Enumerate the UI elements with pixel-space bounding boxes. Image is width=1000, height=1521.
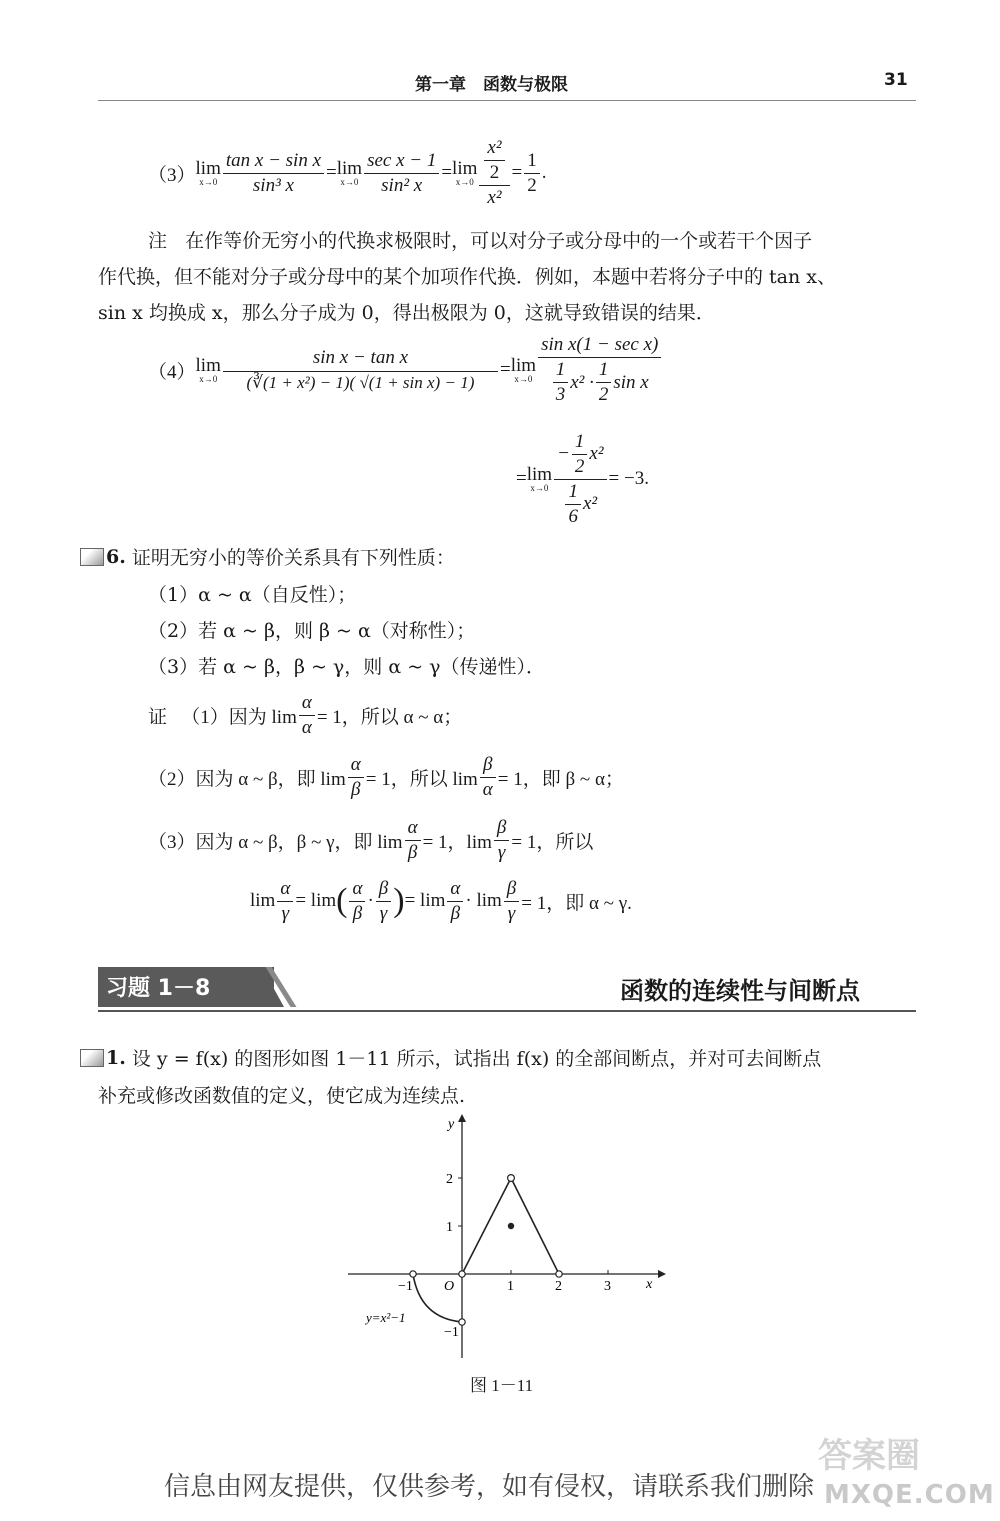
section-label: 习题 1－8 [106,976,211,1001]
x-tick-label-neg1: −1 [398,1279,413,1294]
proof-1: 证 （1）因为 lim $\frac{\alpha}{\alpha}$ = 1，所以 α ~ α； [148,691,463,738]
note-line-3: sin x 均换成 x，那么分子成为 0，得出极限为 0，这就导致错误的结果． [98,302,715,324]
question-6: 6. 证明无穷小的等价关系具有下列性质： [80,543,455,570]
proof-label: 证 [148,706,168,728]
exercise-icon [80,1049,104,1067]
proof-3-conclusion: lim $\frac{\alpha}{\gamma}$ = lim ( $\frac{\alpha}{\beta}$ · $\frac{\beta}{\gamma}$ ) = lim $\frac{\alpha}{\beta}$ · lim $\frac{\beta}{\gamma}$ = 1，即 α ~ γ. [250,877,632,924]
x-tick-label-3: 3 [604,1279,611,1294]
note-line-1: 注 在作等价无穷小的代换求极限时，可以对分子或分母中的一个或若干个因子 [148,230,813,252]
q6-item-2: （2）若 α ~ β，则 β ~ α（对称性）； [148,620,476,642]
note-line-2: 作代换，但不能对分子或分母中的某个加项作代换．例如，本题中若将分子中的 tan x、 [98,266,836,288]
y-axis-arrow-icon [458,1114,466,1122]
question-1-line-2: 补充或修改函数值的定义，使它成为连续点. [98,1085,466,1107]
open-point-0-neg1 [459,1319,465,1325]
y-tick-label-1: 1 [446,1220,453,1235]
curve-label: y=x²−1 [366,1310,406,1325]
header-rule [98,100,916,101]
x-tick-label-2: 2 [555,1279,562,1294]
equation-4-line-2: = lim x→0 − $\frac{1}{2}$ x² $\frac{1}{6}$ x² = −3. [516,430,649,527]
section-title: 函数的连续性与间断点 [620,977,860,1005]
equation-4-line-1: （4） lim x→0 $\frac{\text{sin x − tan x}}{\text{(∛(1 + x²) − 1)( √(1 + sin x) − 1)}}$ = lim x→0 sin x(1 − sec x) $\frac{1}{3}$ x² · $\frac{1}{2}$ sin x [148,334,663,406]
running-header: 第一章 函数与极限 [415,75,568,95]
segment-falling [511,1178,559,1274]
open-point-neg1-0 [410,1271,416,1277]
exercise-icon [80,548,104,566]
x-axis-arrow-icon [658,1270,666,1278]
open-point-1-2 [508,1175,515,1182]
filled-point-1-1 [508,1223,514,1229]
y-axis-label: y [448,1117,455,1132]
y-tick-label-neg1: −1 [444,1325,459,1340]
segment-rising [462,1178,511,1274]
open-point-origin [459,1271,465,1277]
equation-3: （3） lim x→0 $\frac{\text{tan x − sin x}}{\text{sin³ x}}$ = lim x→0 $\frac{\text{sec x − 1}}{\text{sin² x}}$ = lim x→0 $\frac{\frac{\text{x²}}{2}}{\text{x²}}$ = $\frac{1}{2}$ . [148,137,547,208]
figure-caption: 图 1－11 [470,1376,534,1395]
copyright-notice: 信息由网友提供，仅供参考，如有侵权，请联系我们删除 [164,1472,815,1502]
question-1-line-1: 1. 设 y = f(x) 的图形如图 1－11 所示，试指出 f(x) 的全部间断点，并对可去间断点 [80,1044,821,1071]
x-tick-label-1: 1 [507,1279,514,1294]
section-rule [98,1010,916,1012]
origin-label: O [444,1279,455,1294]
proof-2: （2）因为 α ~ β，即 lim $\frac{\alpha}{\beta}$ = 1，所以 lim $\frac{\beta}{\alpha}$ = 1，即 β ~ α； [148,753,624,800]
watermark-logo: 答案圈 [818,1436,920,1476]
x-axis-label: x [646,1277,653,1292]
y-tick-label-2: 2 [446,1172,453,1187]
q6-item-1: （1）α ~ α（自反性）； [148,584,357,606]
parabola-segment [413,1274,462,1322]
proof-3: （3）因为 α ~ β，β ~ γ，即 lim $\frac{\alpha}{\beta}$ = 1，lim $\frac{\beta}{\gamma}$ = 1，所以 [148,816,594,863]
q6-item-3: （3）若 α ~ β，β ~ γ，则 α ~ γ（传递性）． [148,656,546,678]
open-point-2-0 [556,1271,562,1277]
figure-1-11 [340,1108,670,1368]
note-label: 注 [148,230,168,252]
watermark-site: MXQE.COM [824,1480,995,1510]
page-number: 31 [884,70,908,90]
